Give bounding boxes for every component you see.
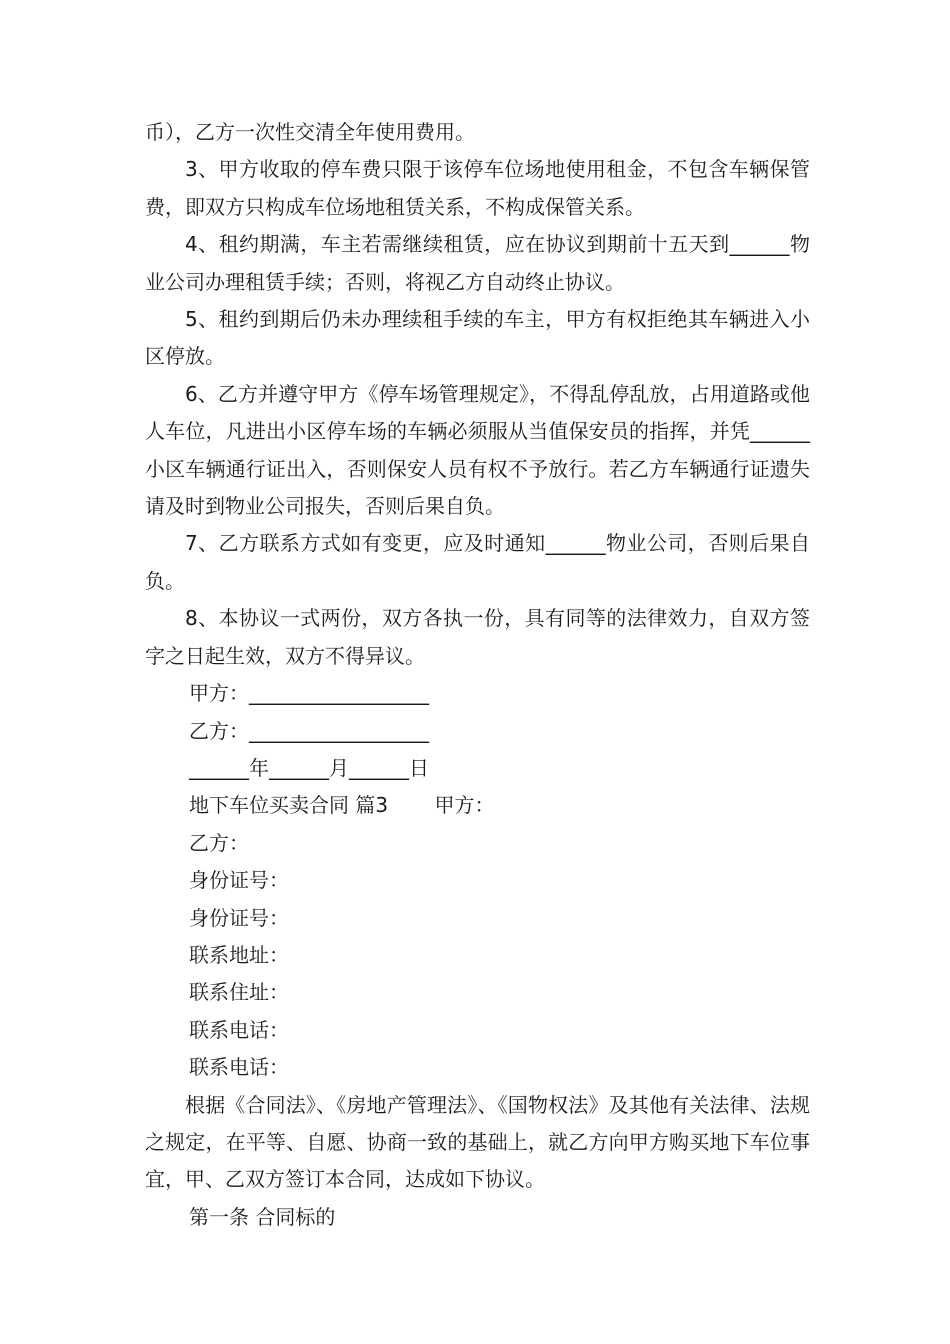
signature-party-a: 甲方：__________________: [189, 681, 429, 706]
clause-5: 5、租约到期后仍未办理续租手续的车主，甲方有权拒绝其车辆进入小区停放。: [145, 307, 810, 369]
paragraph-fee-continuation: 币），乙方一次性交清全年使用费用。: [145, 120, 475, 144]
field-id-number: 身份证号：: [189, 905, 289, 930]
signature-date: ______年______月______日: [189, 755, 429, 780]
signature-party-b: 乙方：__________________: [189, 718, 429, 743]
clause-3: 3、甲方收取的停车费只限于该停车位场地使用租金，不包含车辆保管费，即双方只构成车位场地租赁关系，不构成保管关系。: [145, 157, 810, 219]
field-contact-phone: 联系电话：: [189, 1017, 289, 1042]
field-contact-address: 联系地址：: [189, 942, 289, 967]
field-contact-residence: 联系住址：: [189, 980, 289, 1005]
clause-8: 8、本协议一式两份，双方各执一份，具有同等的法律效力，自双方签字之日起生效，双方不得异议。: [145, 606, 810, 668]
clause-4: 4、租约期满，车主若需继续租赁，应在协议到期前十五天到______物业公司办理租赁手续；否则，将视乙方自动终止协议。: [145, 232, 810, 294]
clause-7: 7、乙方联系方式如有变更，应及时通知______物业公司，否则后果自负。: [145, 531, 810, 593]
field-contact-phone: 联系电话：: [189, 1055, 289, 1080]
field-party-b: 乙方：: [189, 830, 249, 855]
clause-6: 6、乙方并遵守甲方《停车场管理规定》，不得乱停乱放，占用道路或他人车位，凡进出小区停车场的车辆必须服从当值保安员的指挥，并凭______小区车辆通行证出入，否则保安人员有权不予放行。若乙方车辆通行证遗失请及时到物业公司报失，否则后果自负。: [145, 381, 810, 519]
article-1-heading: 第一条 合同标的: [189, 1204, 336, 1229]
document-body: [145, 114, 810, 1236]
field-id-number: 身份证号：: [189, 868, 289, 893]
intro-paragraph: 根据《合同法》、《房地产管理法》、《国物权法》及其他有关法律、法规之规定，在平等、自愿、协商一致的基础上，就乙方向甲方购买地下车位事宜，甲、乙双方签订本合同，达成如下协议。: [145, 1092, 810, 1192]
section-heading: 地下车位买卖合同 篇3 甲方：: [189, 793, 495, 818]
